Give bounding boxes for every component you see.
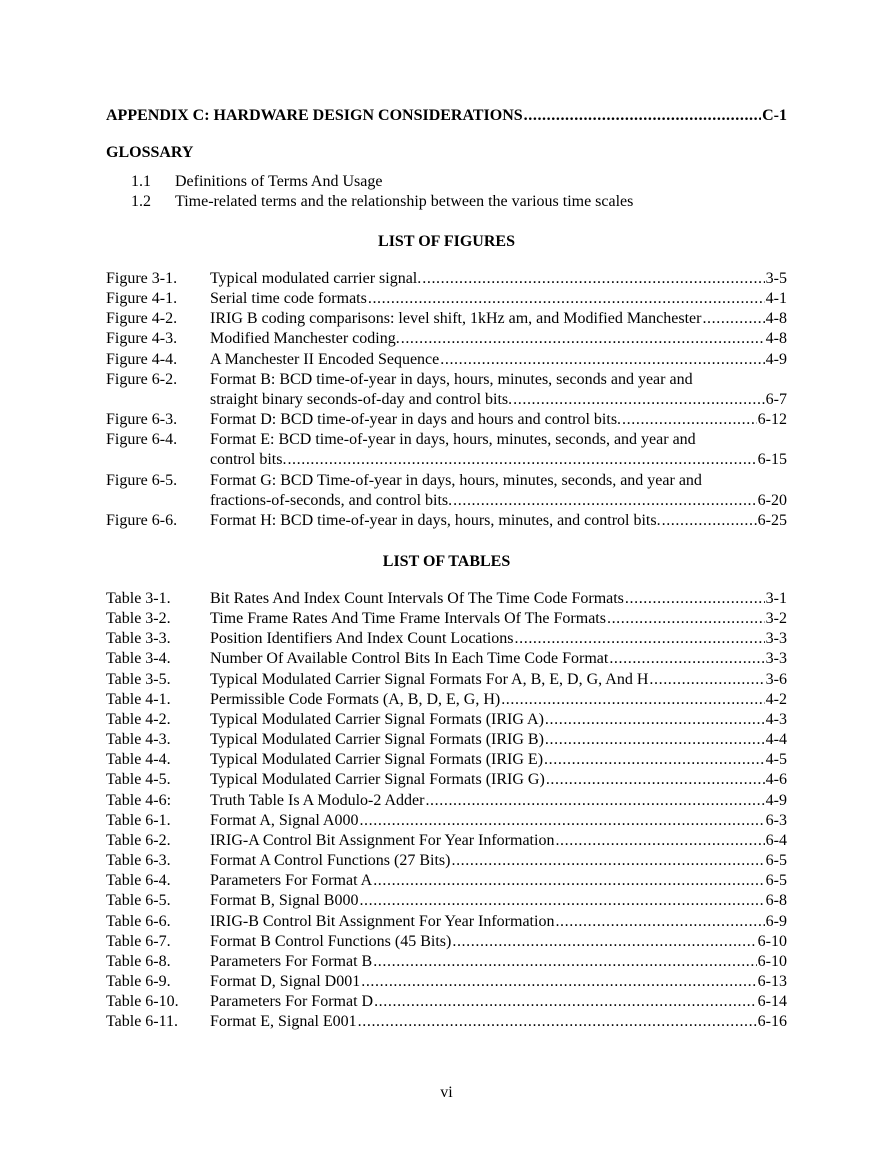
table-caption-text: Typical Modulated Carrier Signal Formats (IRIG G): [210, 771, 545, 789]
table-caption: [210, 831, 787, 851]
table-entry[interactable]: [106, 750, 787, 770]
table-label: Table 4-6:: [106, 791, 172, 809]
table-entry[interactable]: [106, 851, 787, 871]
table-page-number: 3-2: [765, 610, 787, 628]
table-caption-line: [210, 649, 787, 669]
figure-label: Figure 6-6.: [106, 511, 178, 529]
table-caption: [210, 891, 787, 911]
figure-label: Figure 6-2.: [106, 370, 178, 388]
table-entry[interactable]: [106, 932, 787, 952]
table-page-number: 4-5: [765, 751, 787, 769]
leader-dots: [453, 491, 757, 511]
table-label: Table 6-11.: [106, 1013, 179, 1031]
glossary-item-text: Time-related terms and the relationship between the various time scales: [175, 193, 634, 210]
table-label: Table 4-5.: [106, 771, 171, 789]
table-label: Table 6-7.: [106, 932, 171, 950]
glossary-item-number: 1.1: [131, 173, 151, 190]
table-page-number: 6-10: [757, 932, 787, 950]
figure-caption-last-line: [210, 329, 787, 349]
table-page-number: 6-5: [765, 852, 787, 870]
leader-dots: [609, 649, 764, 669]
figure-caption-text: Format H: BCD time-of-year in days, hours, minutes, and control bits.: [210, 511, 661, 529]
table-caption-line: [210, 589, 787, 609]
table-caption-text: Parameters For Format A: [210, 872, 373, 890]
table-label: Table 3-4.: [106, 650, 171, 668]
table-entry[interactable]: [106, 992, 787, 1012]
table-label: Table 4-2.: [106, 710, 171, 728]
table-caption: [210, 770, 787, 790]
figure-caption: [210, 350, 787, 370]
table-caption-line: [210, 770, 787, 790]
leader-dots: [358, 1012, 757, 1032]
figure-caption: [210, 410, 787, 430]
table-label: Table 3-1.: [106, 590, 171, 607]
table-page-number: 4-6: [765, 771, 787, 789]
table-entry[interactable]: [106, 589, 787, 609]
figure-caption-last-line: [210, 269, 787, 289]
table-caption: [210, 629, 787, 649]
figure-caption: [210, 329, 787, 349]
table-caption: [210, 932, 787, 952]
leader-dots: [515, 629, 765, 649]
figure-label: Figure 3-1.: [106, 270, 178, 287]
figure-caption-text: Serial time code formats: [210, 290, 367, 308]
table-entry[interactable]: [106, 831, 787, 851]
table-caption-text: Typical Modulated Carrier Signal Formats (IRIG A): [210, 710, 544, 728]
table-page-number: 3-3: [765, 650, 787, 668]
table-caption-text: Format B, Signal B000: [210, 892, 359, 910]
table-label: Table 6-5.: [106, 892, 171, 910]
table-label: Table 3-3.: [106, 630, 171, 648]
figure-page-number: 6-7: [765, 390, 787, 408]
table-label: Table 3-5.: [106, 670, 171, 688]
table-caption: [210, 690, 787, 710]
table-caption-line: [210, 730, 787, 750]
appendix-c-page: C-1: [762, 107, 787, 124]
figure-caption-last-line: [210, 450, 787, 470]
figure-caption: [210, 511, 787, 531]
figure-caption-last-line: [210, 289, 787, 309]
figure-caption: [210, 430, 787, 470]
figure-caption-last-line: [210, 511, 787, 531]
table-caption-line: [210, 609, 787, 629]
figure-entry[interactable]: [106, 309, 787, 329]
table-caption-line: [210, 831, 787, 851]
table-caption: [210, 1012, 787, 1032]
figure-page-number: 4-8: [765, 310, 787, 328]
table-caption-text: Number Of Available Control Bits In Each Time Code Format: [210, 650, 609, 668]
figure-entry[interactable]: [106, 370, 787, 410]
leader-dots: [662, 511, 757, 531]
figure-caption-text: A Manchester II Encoded Sequence: [210, 350, 440, 368]
leader-dots: [440, 350, 764, 370]
leader-dots: [649, 670, 764, 690]
table-page-number: 6-4: [765, 831, 787, 849]
leader-dots: [607, 609, 765, 629]
figure-page-number: 4-9: [765, 350, 787, 368]
figure-entry[interactable]: [106, 471, 787, 511]
leader-dots: [702, 309, 764, 329]
table-entry[interactable]: [106, 629, 787, 649]
glossary-item-number: 1.2: [131, 193, 151, 210]
page-number: vi: [440, 1084, 453, 1101]
table-label: Table 4-3.: [106, 731, 171, 749]
leader-dots: [555, 831, 764, 851]
table-entry[interactable]: [106, 730, 787, 750]
table-label: Table 4-1.: [106, 690, 171, 708]
figure-caption: [210, 370, 787, 410]
leader-dots: [359, 811, 764, 831]
table-caption-text: IRIG-A Control Bit Assignment For Year Information: [210, 831, 555, 849]
table-caption-text: Format A Control Functions (27 Bits): [210, 852, 451, 870]
table-caption: [210, 589, 787, 609]
appendix-c-entry[interactable]: [106, 106, 787, 126]
table-entry[interactable]: [106, 952, 787, 972]
figure-label: Figure 4-3.: [106, 330, 178, 348]
figure-entry[interactable]: [106, 430, 787, 470]
table-caption: [210, 952, 787, 972]
table-caption-line: [210, 670, 787, 690]
table-page-number: 4-2: [765, 690, 787, 708]
figures-list: [106, 269, 787, 531]
table-page-number: 4-3: [765, 710, 787, 728]
leader-dots: [555, 912, 764, 932]
table-caption: [210, 851, 787, 871]
table-caption-text: Format B Control Functions (45 Bits): [210, 932, 452, 950]
leader-dots: [368, 289, 765, 309]
figure-caption-line: Format E: BCD time-of-year in days, hours, minutes, seconds, and year and: [210, 431, 696, 449]
figure-label: Figure 6-4.: [106, 431, 178, 449]
figure-caption-line: Format G: BCD Time-of-year in days, hours, minutes, seconds, and year and: [210, 471, 702, 489]
table-page-number: 3-3: [765, 630, 787, 648]
figure-caption-last-line: [210, 309, 787, 329]
leader-dots: [425, 791, 764, 811]
table-label: Table 3-2.: [106, 610, 171, 628]
table-caption-line: [210, 871, 787, 891]
table-caption: [210, 730, 787, 750]
table-caption: [210, 972, 787, 992]
table-caption: [210, 992, 787, 1012]
figure-caption: [210, 309, 787, 329]
table-caption-line: [210, 1012, 787, 1032]
table-entry[interactable]: [106, 871, 787, 891]
table-entry[interactable]: [106, 1012, 787, 1032]
table-page-number: 6-10: [757, 952, 787, 970]
table-label: Table 4-4.: [106, 751, 171, 769]
table-caption: [210, 811, 787, 831]
table-caption-text: Typical Modulated Carrier Signal Formats For A, B, E, D, G, And H: [210, 670, 649, 688]
table-caption: [210, 791, 787, 811]
figure-caption-last-line: [210, 410, 787, 430]
figure-caption-line: Format B: BCD time-of-year in days, hours, minutes, seconds and year and: [210, 370, 693, 388]
table-entry[interactable]: [106, 649, 787, 669]
figure-page-number: 4-1: [765, 290, 787, 308]
table-caption-line: [210, 972, 787, 992]
figure-entry[interactable]: [106, 289, 787, 309]
table-page-number: 6-9: [765, 912, 787, 930]
table-caption-text: Permissible Code Formats (A, B, D, E, G, H): [210, 690, 501, 708]
figure-caption-last-line: [210, 390, 787, 410]
figure-entry[interactable]: [106, 269, 787, 289]
table-entry[interactable]: [106, 891, 787, 911]
figure-caption-text: Format D: BCD time-of-year in days and hours and control bits.: [210, 411, 622, 429]
figure-page-number: 3-5: [765, 270, 787, 287]
leader-dots: [373, 871, 764, 891]
table-caption-text: Typical Modulated Carrier Signal Formats (IRIG E): [210, 751, 544, 769]
figure-label: Figure 4-2.: [106, 310, 178, 328]
leader-dots: [359, 891, 764, 911]
list-of-figures-heading: LIST OF FIGURES: [378, 233, 515, 250]
leader-dots: [422, 269, 764, 289]
list-of-tables-heading: LIST OF TABLES: [382, 553, 511, 570]
leader-dots: [452, 932, 756, 952]
table-caption: [210, 871, 787, 891]
leader-dots: [546, 770, 765, 790]
figure-page-number: 6-12: [757, 411, 787, 429]
table-caption-text: Format D, Signal D001: [210, 972, 361, 990]
figure-caption-text: Modified Manchester coding.: [210, 330, 400, 348]
table-caption-text: IRIG-B Control Bit Assignment For Year Information: [210, 912, 555, 930]
table-entry[interactable]: [106, 811, 787, 831]
table-caption-line: [210, 750, 787, 770]
table-caption-line: [210, 710, 787, 730]
table-caption-line: [210, 811, 787, 831]
table-page-number: 3-6: [765, 670, 787, 688]
leader-dots: [373, 952, 756, 972]
figure-caption-text: IRIG B coding comparisons: level shift, 1kHz am, and Modified Manchester: [210, 310, 702, 328]
tables-list: [106, 589, 787, 1032]
table-caption: [210, 710, 787, 730]
table-label: Table 6-10.: [106, 993, 179, 1011]
table-page-number: 6-8: [765, 892, 787, 910]
table-caption-line: [210, 992, 787, 1012]
figure-caption: [210, 471, 787, 511]
figure-caption-last-line: [210, 350, 787, 370]
table-caption: [210, 912, 787, 932]
table-caption-text: Position Identifiers And Index Count Locations: [210, 630, 514, 648]
table-entry[interactable]: [106, 609, 787, 629]
table-label: Table 6-4.: [106, 872, 171, 890]
table-entry[interactable]: [106, 710, 787, 730]
table-page-number: 6-3: [765, 811, 787, 829]
figure-page-number: 6-25: [757, 511, 787, 529]
table-caption: [210, 670, 787, 690]
leader-dots: [513, 390, 765, 410]
glossary-item[interactable]: [131, 172, 633, 192]
leader-dots: [361, 972, 756, 992]
table-page-number: 3-1: [765, 590, 787, 607]
appendix-c-title: APPENDIX C: HARDWARE DESIGN CONSIDERATIONS: [106, 107, 523, 124]
leader-dots: [524, 106, 761, 126]
glossary-heading: GLOSSARY: [106, 144, 194, 161]
table-caption-text: Time Frame Rates And Time Frame Intervals Of The Formats: [210, 610, 606, 628]
glossary-item[interactable]: [131, 192, 633, 212]
table-label: Table 6-8.: [106, 952, 171, 970]
figure-entry[interactable]: [106, 350, 787, 370]
table-caption-line: [210, 952, 787, 972]
leader-dots: [401, 329, 765, 349]
table-entry[interactable]: [106, 972, 787, 992]
figure-page-number: 6-20: [757, 491, 787, 509]
figure-caption-text: Typical modulated carrier signal.: [210, 270, 422, 287]
figure-caption-text: straight binary seconds-of-day and control bits.: [210, 390, 513, 408]
figure-caption-last-line: [210, 491, 787, 511]
table-caption-line: [210, 791, 787, 811]
figure-entry[interactable]: [106, 329, 787, 349]
figure-caption: [210, 289, 787, 309]
table-caption-line: [210, 932, 787, 952]
table-caption-text: Typical Modulated Carrier Signal Formats (IRIG B): [210, 731, 544, 749]
table-label: Table 6-2.: [106, 831, 171, 849]
leader-dots: [625, 589, 765, 609]
figure-label: Figure 6-5.: [106, 471, 178, 489]
table-caption-line: [210, 690, 787, 710]
table-page-number: 4-9: [765, 791, 787, 809]
figure-entry[interactable]: [106, 410, 787, 430]
figure-label: Figure 6-3.: [106, 411, 178, 429]
leader-dots: [374, 992, 757, 1012]
glossary-item-text: Definitions of Terms And Usage: [175, 173, 383, 190]
table-caption-line: [210, 912, 787, 932]
table-caption-line: [210, 629, 787, 649]
leader-dots: [287, 450, 756, 470]
figure-caption-text: fractions-of-seconds, and control bits.: [210, 491, 453, 509]
leader-dots: [622, 410, 757, 430]
table-page-number: 6-14: [757, 993, 787, 1011]
figure-entry[interactable]: [106, 511, 787, 531]
figure-page-number: 6-15: [757, 451, 787, 469]
table-page-number: 6-16: [757, 1013, 787, 1031]
figure-label: Figure 4-4.: [106, 350, 178, 368]
leader-dots: [501, 690, 764, 710]
table-caption-text: Format E, Signal E001: [210, 1013, 357, 1031]
figure-page-number: 4-8: [765, 330, 787, 348]
table-page-number: 4-4: [765, 731, 787, 749]
table-label: Table 6-3.: [106, 852, 171, 870]
figure-caption-text: control bits.: [210, 451, 287, 469]
leader-dots: [451, 851, 764, 871]
leader-dots: [545, 710, 765, 730]
leader-dots: [545, 730, 765, 750]
table-label: Table 6-1.: [106, 811, 171, 829]
table-entry[interactable]: [106, 770, 787, 790]
table-caption-text: Parameters For Format D: [210, 993, 374, 1011]
glossary-list: [131, 172, 633, 212]
table-caption: [210, 750, 787, 770]
table-entry[interactable]: [106, 690, 787, 710]
table-entry[interactable]: [106, 670, 787, 690]
table-label: Table 6-9.: [106, 972, 171, 990]
figure-caption: [210, 269, 787, 289]
table-caption-line: [210, 891, 787, 911]
table-caption-text: Bit Rates And Index Count Intervals Of The Time Code Formats: [210, 590, 624, 607]
figure-label: Figure 4-1.: [106, 290, 178, 308]
table-caption: [210, 609, 787, 629]
leader-dots: [544, 750, 765, 770]
table-caption-text: Parameters For Format B: [210, 952, 373, 970]
table-caption-text: Truth Table Is A Modulo-2 Adder: [210, 791, 425, 809]
table-page-number: 6-13: [757, 972, 787, 990]
table-caption-text: Format A, Signal A000: [210, 811, 359, 829]
table-caption-line: [210, 851, 787, 871]
table-entry[interactable]: [106, 912, 787, 932]
table-page-number: 6-5: [765, 872, 787, 890]
table-entry[interactable]: [106, 791, 787, 811]
table-caption: [210, 649, 787, 669]
table-label: Table 6-6.: [106, 912, 171, 930]
